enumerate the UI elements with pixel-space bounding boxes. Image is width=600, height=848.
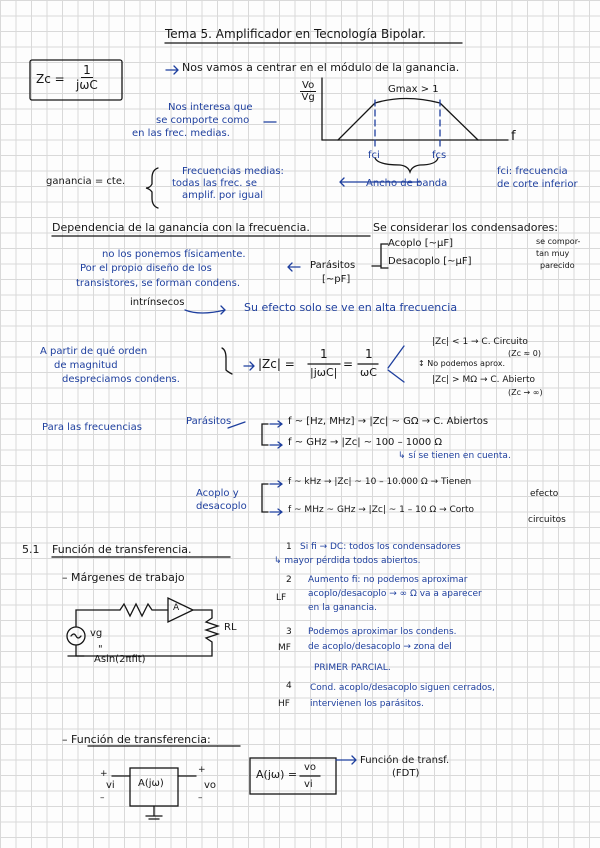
acoplo-note-2: tan muy bbox=[536, 249, 570, 258]
zc-eq-n2: 1 bbox=[365, 347, 373, 361]
gain-axis-den: Vg bbox=[301, 92, 315, 103]
gain-axis-num: Vo bbox=[302, 80, 315, 91]
section-heading: Función de transferencia. bbox=[52, 543, 192, 556]
zc-numerator: 1 bbox=[83, 63, 91, 77]
note-2-tag: LF bbox=[276, 593, 287, 603]
parasitos-label: Parásitos bbox=[310, 260, 356, 271]
ganancia-cte: ganancia = cte. bbox=[46, 176, 126, 187]
fci-label: fci bbox=[368, 150, 380, 161]
para-frecuencias: Para las frecuencias bbox=[42, 422, 142, 433]
zc-eq-d2: ωC bbox=[360, 366, 377, 379]
vg-label: vg bbox=[90, 628, 103, 639]
vo-label: vo bbox=[204, 780, 217, 791]
zc-eq-d1: |jωC| bbox=[310, 366, 338, 379]
parasitos-f1: f ~ [Hz, MHz] → |Zc| ~ GΩ → C. Abiertos bbox=[288, 416, 489, 427]
ft-note-1: Función de transf. bbox=[360, 755, 450, 766]
fci-def-1: fci: frecuencia bbox=[497, 166, 568, 177]
dependencia-tail: Se considerar los condensadores: bbox=[373, 221, 558, 234]
no-ponemos-3: transistores, se forman condens. bbox=[76, 278, 241, 289]
note-1-line-2: ↳ mayor pérdida todos abiertos. bbox=[274, 556, 421, 566]
case-corto: |Zc| < 1 → C. Circuito bbox=[432, 337, 528, 347]
note-4-line-2: intervienen los parásitos. bbox=[310, 699, 424, 709]
note-1-line-1: Si fi → DC: todos los condensadores bbox=[300, 542, 461, 552]
note-4-tag: HF bbox=[278, 699, 290, 709]
frec-medias-2: todas las frec. se bbox=[172, 178, 257, 189]
vi-label: vi bbox=[106, 780, 115, 791]
zc-eq-equals: = bbox=[343, 357, 354, 371]
fcs-label: fcs bbox=[432, 150, 447, 161]
orden-q-2: de magnitud bbox=[54, 360, 118, 371]
note-3-tag: MF bbox=[278, 643, 291, 653]
parasitos-unit: [~pF] bbox=[322, 274, 351, 285]
acoplo-f1-b: efecto bbox=[530, 489, 559, 499]
intrinsecos: intrínsecos bbox=[130, 297, 185, 308]
acoplo-f2: f ~ MHz ~ GHz → |Zc| ~ 1 – 10 Ω → Corto bbox=[288, 505, 475, 515]
acoplo-freq-1: Acoplo y bbox=[196, 488, 239, 499]
acoplo-label: Acoplo [~µF] bbox=[388, 238, 453, 249]
rl-label: RL bbox=[224, 622, 237, 633]
case-abierto: |Zc| > MΩ → C. Abierto bbox=[432, 375, 535, 385]
acoplo-freq-2: desacoplo bbox=[196, 501, 247, 512]
ft-label: – Función de transferencia: bbox=[62, 733, 211, 746]
note-3-line-2: de acoplo/desacoplo → zona del bbox=[308, 642, 452, 652]
note-4-line-1: Cond. acoplo/desacoplo siguen cerrados, bbox=[310, 683, 495, 693]
orden-q-1: A partir de qué orden bbox=[40, 346, 148, 357]
intro-text: Nos vamos a centrar en el módulo de la ganancia. bbox=[182, 61, 460, 74]
f-axis-label: f bbox=[511, 129, 516, 144]
ft-num: vo bbox=[304, 762, 317, 773]
interes-line-2: se comporte como bbox=[156, 115, 250, 126]
parasitos-freq: Parásitos bbox=[186, 416, 232, 427]
gain-axis-label bbox=[300, 80, 316, 103]
zc-denominator: jωC bbox=[76, 78, 98, 92]
orden-q-3: despreciamos condens. bbox=[62, 374, 180, 385]
vi-minus: – bbox=[100, 793, 105, 803]
acoplo-f2-b: circuitos bbox=[528, 515, 566, 525]
case-corto-b: (Zc ≈ 0) bbox=[508, 349, 541, 358]
acoplo-f1: f ~ kHz → |Zc| ~ 10 – 10.000 Ω → Tienen bbox=[288, 477, 472, 487]
no-ponemos-2: Por el propio diseño de los bbox=[80, 263, 212, 274]
gmax-label: Gmax > 1 bbox=[388, 84, 439, 95]
interes-line-1: Nos interesa que bbox=[168, 102, 253, 113]
zc-eq-n1: 1 bbox=[320, 347, 328, 361]
zc-lhs: Zc = bbox=[36, 72, 65, 86]
case-mid: ↕ No podemos aprox. bbox=[418, 359, 506, 368]
vo-plus: + bbox=[198, 765, 206, 775]
frec-medias-3: amplif. por igual bbox=[182, 190, 264, 201]
interes-line-3: en las frec. medias. bbox=[132, 128, 230, 139]
note-2-line-1: Aumento fi: no podemos aproximar bbox=[308, 575, 468, 585]
ft-lhs: A(jω) = bbox=[256, 768, 298, 781]
acoplo-note-3: parecido bbox=[540, 261, 575, 270]
note-2-line-3: en la ganancia. bbox=[308, 603, 377, 613]
no-ponemos-1: no los ponemos físicamente. bbox=[102, 249, 246, 260]
note-3-line-3: PRIMER PARCIAL. bbox=[314, 663, 391, 673]
parasitos-f2-note: ↳ sí se tienen en cuenta. bbox=[398, 451, 511, 461]
parasitos-f2: f ~ GHz → |Zc| ~ 100 – 1000 Ω bbox=[288, 437, 443, 448]
page-title: Tema 5. Amplificador en Tecnología Bipolar. bbox=[165, 27, 426, 41]
acoplo-note-1: se compor- bbox=[536, 237, 581, 246]
ft-note-2: (FDT) bbox=[392, 768, 420, 779]
vi-plus: + bbox=[100, 769, 108, 779]
fci-def-2: de corte inferior bbox=[497, 179, 578, 190]
amp-label: A bbox=[173, 603, 180, 613]
zc-fraction bbox=[76, 63, 98, 92]
section-number: 5.1 bbox=[22, 543, 40, 556]
vg-equals-mark: " bbox=[98, 644, 103, 655]
margenes-label: – Márgenes de trabajo bbox=[62, 571, 185, 584]
case-abierto-b: (Zc → ∞) bbox=[508, 388, 543, 397]
asin-label: Asin(2πfit) bbox=[94, 654, 146, 665]
zc-eq-lhs: |Zc| = bbox=[258, 357, 295, 371]
frec-medias-1: Frecuencias medias: bbox=[182, 166, 284, 177]
note-3-line-1: Podemos aproximar los condens. bbox=[308, 627, 457, 637]
ancho-banda: Ancho de banda bbox=[366, 178, 448, 189]
note-2-line-2: acoplo/desacoplo → ∞ Ω va a aparecer bbox=[308, 589, 482, 599]
efecto-alta-frec: Su efecto solo se ve en alta frecuencia bbox=[244, 301, 458, 314]
dependencia-heading: Dependencia de la ganancia con la frecuencia. bbox=[52, 221, 310, 234]
note-3-num: 3 bbox=[286, 627, 292, 637]
note-4-num: 4 bbox=[286, 681, 292, 691]
note-1-num: 1 bbox=[286, 542, 292, 552]
vo-minus: – bbox=[198, 793, 203, 803]
desacoplo-label: Desacoplo [~µF] bbox=[388, 256, 472, 267]
ft-den: vi bbox=[304, 779, 313, 790]
note-2-num: 2 bbox=[286, 575, 292, 585]
block-label: A(jω) bbox=[138, 778, 164, 789]
